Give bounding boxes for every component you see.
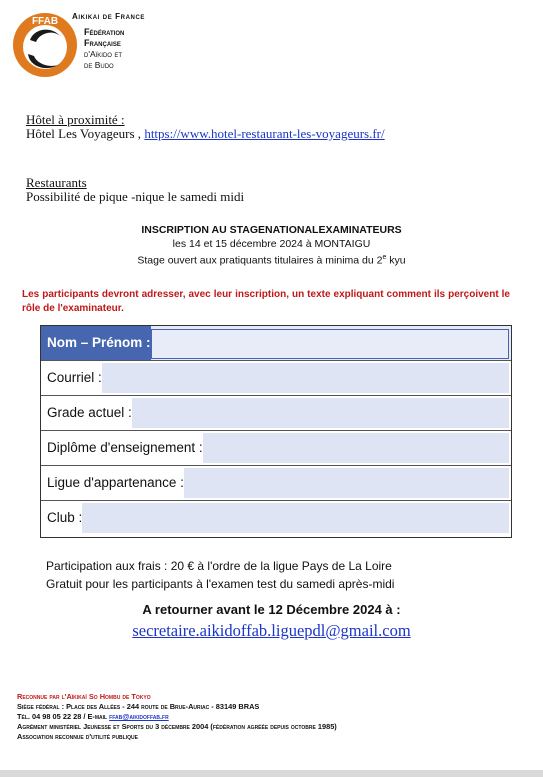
- hotel-name: Hôtel Les Voyageurs ,: [26, 126, 145, 141]
- diploma-label: Diplôme d'enseignement :: [47, 440, 203, 455]
- footer-agrement: Agrément ministériel Jeunesse et Sports du 3 décembre 2004 (fédération agréée depuis octobre 1985): [17, 722, 337, 731]
- stage-title: INSCRIPTION AU STAGENATIONALEXAMINATEURS: [141, 224, 402, 236]
- league-field[interactable]: [184, 468, 509, 498]
- requirement-sup: e: [382, 254, 387, 261]
- form-row-email: [41, 361, 511, 396]
- league-label: Ligue d'appartenance :: [47, 475, 184, 490]
- registration-form: [40, 325, 512, 538]
- hotel-link[interactable]: https://www.hotel-restaurant-les-voyageurs.fr/: [144, 126, 385, 141]
- form-row-diploma: [41, 431, 511, 466]
- grade-field[interactable]: [132, 398, 509, 428]
- club-field[interactable]: [82, 503, 509, 533]
- club-label: Club :: [47, 510, 83, 525]
- hotel-heading: Hôtel à proximité :: [26, 112, 125, 127]
- footer-utility: Association reconnue d'utilité publique: [17, 732, 138, 741]
- page-bottom-strip: [0, 770, 543, 777]
- form-row-grade: [41, 396, 511, 431]
- fees-block: [46, 557, 394, 593]
- ffab-logo: [10, 10, 80, 80]
- name-field[interactable]: [151, 329, 509, 359]
- footer-email-link[interactable]: ffab@aikidoffab.fr: [109, 712, 169, 721]
- footer: [17, 692, 337, 742]
- email-field[interactable]: [102, 363, 509, 393]
- org-name-line: de Budo: [84, 60, 114, 70]
- org-name-line: d'Aïkido et: [84, 49, 122, 59]
- restaurants-text: Possibilité de pique -nique le samedi midi: [26, 189, 245, 204]
- name-label: Nom – Prénom :: [41, 326, 151, 360]
- requirement-text: Stage ouvert aux pratiquants titulaires à minima du 2: [137, 254, 383, 267]
- footer-recognition: Reconnue par l'Aïkikaï So Hombu de Tokyo: [17, 692, 151, 701]
- org-name-line: Fédération: [84, 27, 125, 37]
- email-line: [0, 621, 543, 641]
- contact-email-link[interactable]: secretaire.aikidoffab.liguepdl@gmail.com: [132, 621, 411, 640]
- requirement-suffix: kyu: [386, 254, 406, 267]
- diploma-field[interactable]: [203, 433, 509, 463]
- footer-phone: Tél. 04 98 05 22 28 / E-mail: [17, 712, 110, 721]
- org-name: [84, 27, 124, 71]
- fees-line: Gratuit pour les participants à l'examen test du samedi après-midi: [46, 577, 395, 591]
- form-row-name: [41, 326, 511, 361]
- stage-requirement: [0, 251, 543, 268]
- footer-contact: [17, 712, 337, 722]
- logo-text: FFAB: [31, 16, 59, 27]
- fees-line: Participation aux frais : 20 € à l'ordre de la ligue Pays de La Loire: [46, 559, 392, 573]
- footer-address: Siège fédéral : Place des Allées - 244 route de Brue-Auriac - 83149 BRAS: [17, 702, 260, 711]
- hotel-line: [26, 126, 385, 142]
- stage-title-block: [0, 223, 543, 268]
- form-row-club: [41, 501, 511, 536]
- grade-label: Grade actuel :: [47, 405, 132, 420]
- email-label: Courriel :: [47, 370, 102, 385]
- form-row-league: [41, 466, 511, 501]
- org-top-line: Aikikai de France: [72, 12, 145, 21]
- org-name-line: Française: [84, 38, 121, 48]
- return-deadline: A retourner avant le 12 Décembre 2024 à :: [142, 602, 401, 617]
- participant-notice: Les participants devront adresser, avec leur inscription, un texte expliquant comment ils perçoivent le rôle de l'examinateur.: [22, 289, 510, 314]
- restaurants-heading: Restaurants: [26, 175, 87, 190]
- stage-dates: les 14 et 15 décembre 2024 à MONTAIGU: [172, 238, 371, 250]
